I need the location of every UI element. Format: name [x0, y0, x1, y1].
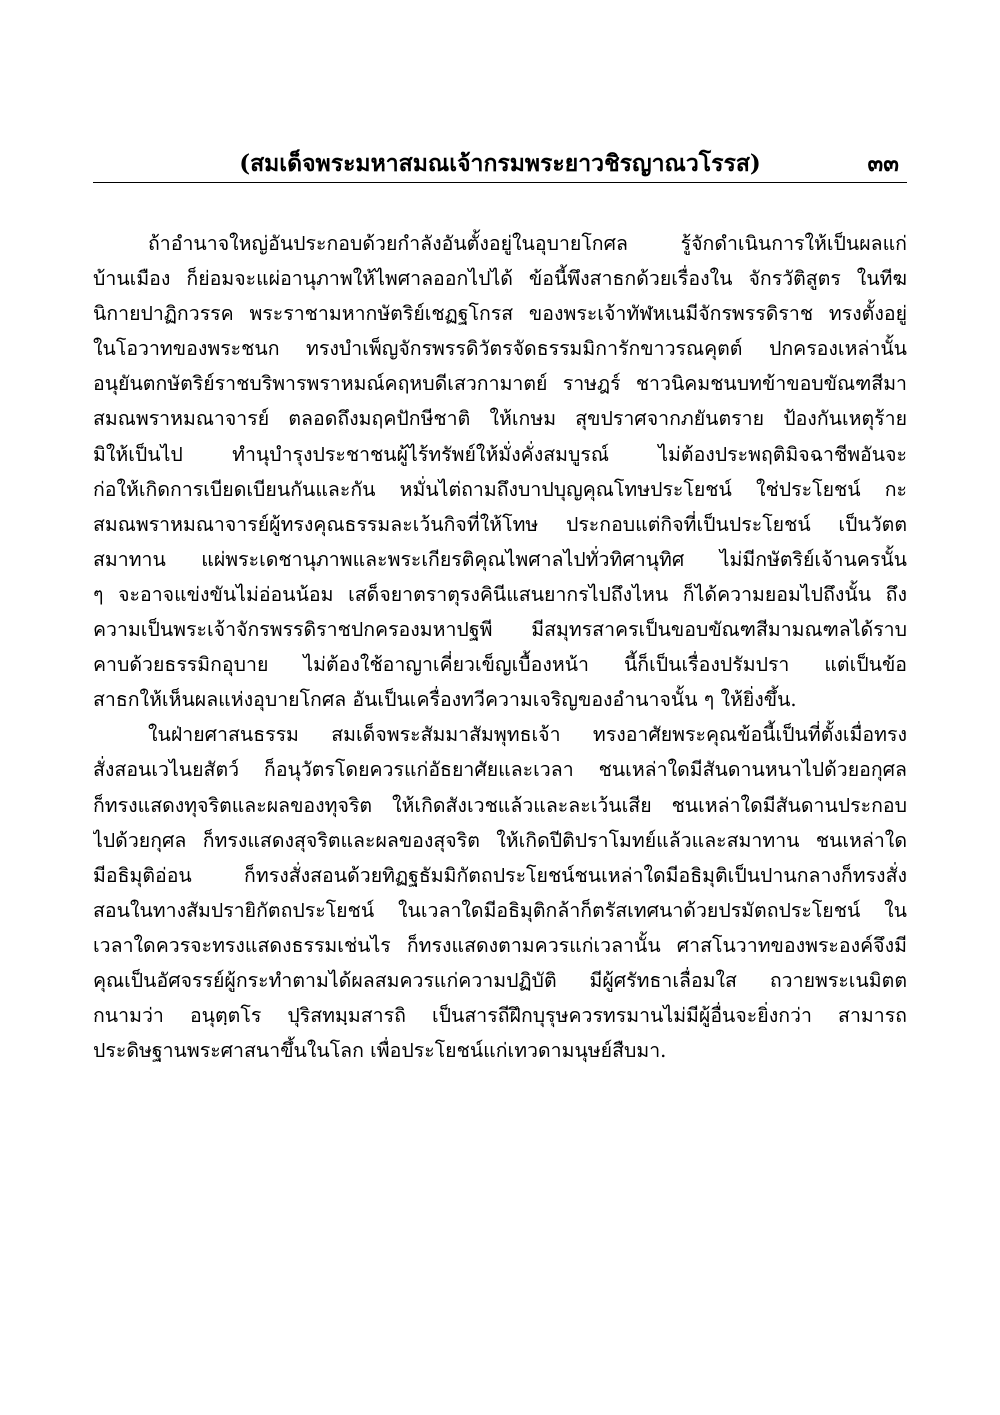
text-line: กนามว่า อนุตฺตโร ปุริสทมฺมสารถิ เป็นสารถีฝึกบุรุษควรทรมานไม่มีผู้อื่นจะยิ่งกว่า สามารถ: [93, 1004, 907, 1028]
paragraph-2: [93, 717, 907, 1068]
text-line: มิให้เป็นไป ทำนุบำรุงประชาชนผู้ไร้ทรัพย์ให้มั่งคั่งสมบูรณ์ ไม่ต้องประพฤติมิจฉาชีพอันจะ: [93, 442, 907, 466]
text-line: สั่งสอนเวไนยสัตว์ ก็อนุวัตรโดยควรแก่อัธยาศัยและเวลา ชนเหล่าใดมีสันดานหนาไปด้วยอกุศล: [93, 758, 907, 782]
text-line: ประดิษฐานพระศาสนาขึ้นในโลก เพื่อประโยชน์แก่เทวดามนุษย์สืบมา.: [93, 1039, 667, 1063]
text-line: สอนในทางสัมปรายิกัตถประโยชน์ ในเวลาใดมีอธิมุติกล้าก็ตรัสเทศนาด้วยปรมัตถประโยชน์ ใน: [93, 898, 907, 922]
text-line: บ้านเมือง ก็ย่อมจะแผ่อานุภาพให้ไพศาลออกไปได้ ข้อนี้พึงสาธกด้วยเรื่องใน จักรวัติสูตร ในทีฆ: [93, 267, 907, 291]
text-line: ถ้าอำนาจใหญ่อันประกอบด้วยกำลังอันตั้งอยู่ในอุบายโกศล รู้จักดำเนินการให้เป็นผลแก่: [148, 232, 907, 255]
page-number: ๓๓: [867, 150, 899, 177]
page-title: (สมเด็จพระมหาสมณเจ้ากรมพระยาวชิรญาณวโรรส): [239, 150, 761, 177]
text-line: ในโอวาทของพระชนก ทรงบำเพ็ญจักรพรรดิวัตรจัดธรรมมิการักขาวรณคุตต์ ปกครองเหล่านั้น: [93, 337, 907, 361]
page-header: [93, 142, 907, 183]
text-line: ไปด้วยกุศล ก็ทรงแสดงสุจริตและผลของสุจริต ให้เกิดปีติปราโมทย์แล้วและสมาทาน ชนเหล่าใด: [93, 828, 907, 852]
text-line: นิกายปาฏิกวรรค พระราชามหากษัตริย์เชฏฐโกรส ของพระเจ้าทัฬหเนมีจักรพรรดิราช ทรงตั้งอยู่: [93, 302, 907, 326]
text-line: อนุยันตกษัตริย์ราชบริพารพราหมณ์คฤหบดีเสวกามาตย์ ราษฎร์ ชาวนิคมชนบทข้าขอบขัณฑสีมา: [93, 372, 907, 396]
text-line: ความเป็นพระเจ้าจักรพรรดิราชปกครองมหาปฐพี มีสมุทรสาครเป็นขอบขัณฑสีมามณฑลได้ราบ: [93, 618, 907, 642]
text-line: ในฝ่ายศาสนธรรม สมเด็จพระสัมมาสัมพุทธเจ้า ทรงอาศัยพระคุณข้อนี้เป็นที่ตั้งเมื่อทรง: [148, 723, 907, 747]
text-line: ๆ จะอาจแข่งขันไม่อ่อนน้อม เสด็จยาตราตุรงคินีแสนยากรไปถึงไหน ก็ได้ความยอมไปถึงนั้น ถึง: [93, 582, 907, 606]
text-line: ก็ทรงแสดงทุจริตและผลของทุจริต ให้เกิดสังเวชแล้วและละเว้นเสีย ชนเหล่าใดมีสันดานประกอบ: [93, 793, 907, 817]
text-line: ก่อให้เกิดการเบียดเบียนกันและกัน หมั่นไต่ถามถึงบาปบุญคุณโทษประโยชน์ ใช่ประโยชน์ กะ: [93, 477, 907, 501]
paragraph-1: [93, 226, 907, 717]
text-line: สมณพราหมณาจารย์ผู้ทรงคุณธรรมละเว้นกิจที่ให้โทษ ประกอบแต่กิจที่เป็นประโยชน์ เป็นวัตต: [93, 512, 907, 536]
body-text: [93, 226, 907, 1068]
text-line: เวลาใดควรจะทรงแสดงธรรมเช่นไร ก็ทรงแสดงตามควรแก่เวลานั้น ศาสโนวาทของพระองค์จึงมี: [93, 933, 907, 957]
text-line: คุณเป็นอัศจรรย์ผู้กระทำตามได้ผลสมควรแก่ความปฏิบัติ มีผู้ศรัทธาเลื่อมใส ถวายพระเนมิตต: [93, 968, 907, 992]
text-line: สมณพราหมณาจารย์ ตลอดถึงมฤคปักษีชาติ ให้เกษม สุขปราศจากภยันตราย ป้องกันเหตุร้าย: [93, 407, 907, 431]
text-line: มีอธิมุติอ่อน ก็ทรงสั่งสอนด้วยทิฏฐธัมมิกัตถประโยชน์ชนเหล่าใดมีอธิมุติเป็นปานกลางก็ทรงสั่ง: [93, 863, 907, 887]
text-line: คาบด้วยธรรมิกอุบาย ไม่ต้องใช้อาญาเคี่ยวเข็ญเบื้องหน้า นี้ก็เป็นเรื่องปรัมปรา แต่เป็นข้อ: [93, 653, 907, 677]
text-line: สาธกให้เห็นผลแห่งอุบายโกศล อันเป็นเครื่องทวีความเจริญของอำนาจนั้น ๆ ให้ยิ่งขึ้น.: [93, 688, 797, 712]
text-line: สมาทาน แผ่พระเดชานุภาพและพระเกียรติคุณไพศาลไปทั่วทิศานุทิศ ไม่มีกษัตริย์เจ้านครนั้น: [93, 547, 907, 571]
